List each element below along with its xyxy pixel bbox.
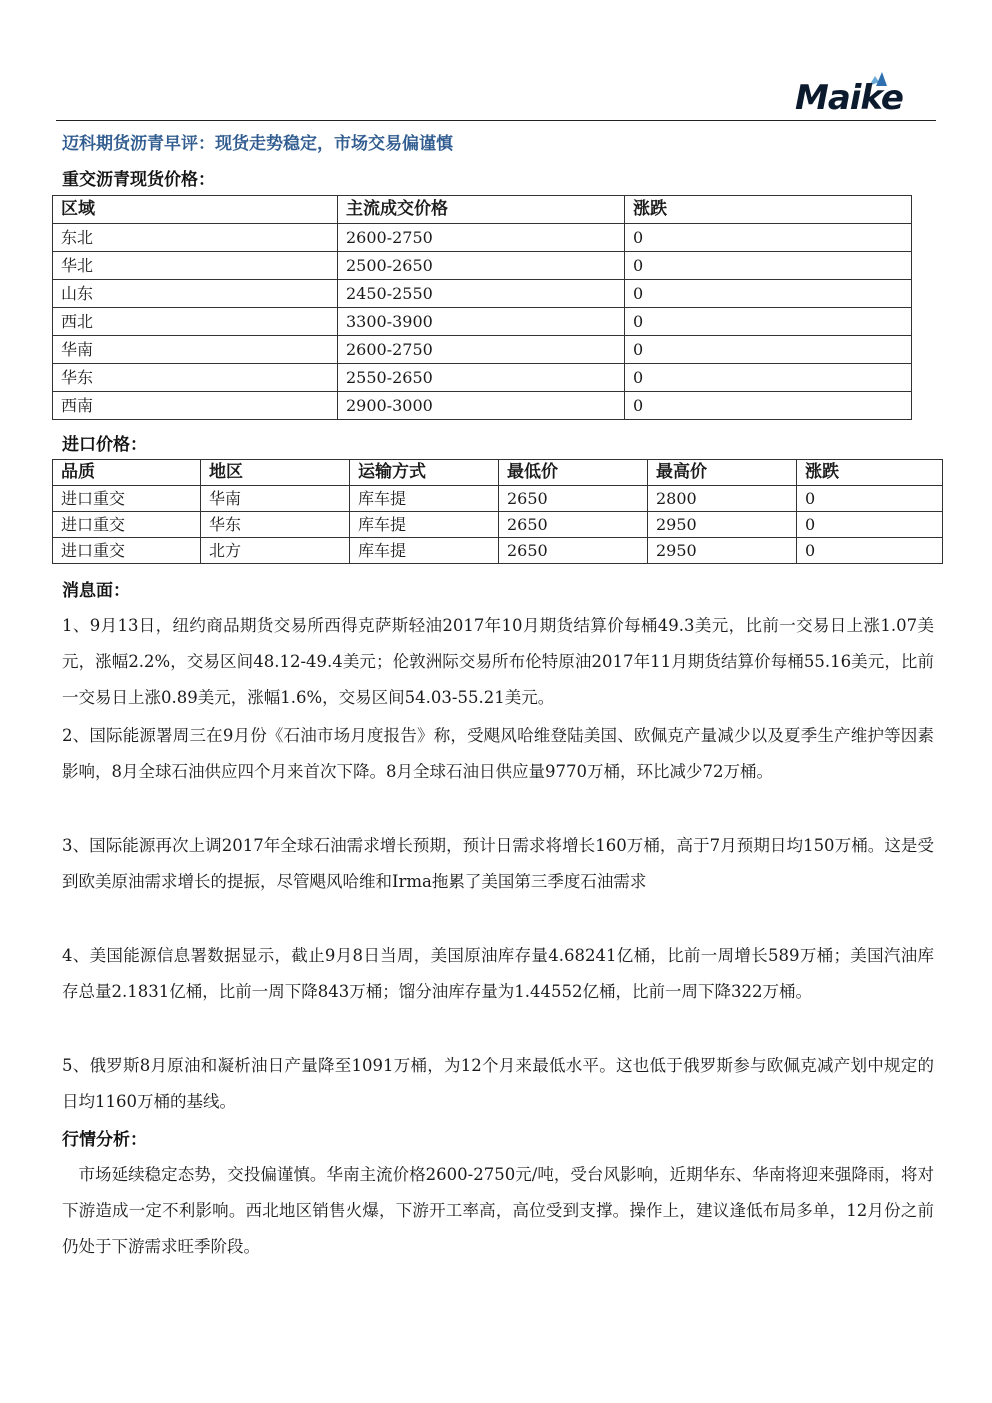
import-price-label: 进口价格： — [62, 435, 147, 455]
change-cell: 0 — [625, 336, 912, 364]
change-cell: 0 — [625, 252, 912, 280]
price-cell: 2600-2750 — [338, 224, 625, 252]
region-cell: 华北 — [53, 252, 338, 280]
region-cell: 东北 — [53, 224, 338, 252]
change-cell: 0 — [625, 224, 912, 252]
table-row — [53, 224, 912, 252]
region-cell: 西北 — [53, 308, 338, 336]
price-cell: 2550-2650 — [338, 364, 625, 392]
table-header-row — [53, 196, 912, 224]
table-row — [53, 486, 943, 512]
analysis-label: 行情分析： — [62, 1130, 147, 1150]
table-row — [53, 392, 912, 420]
change-cell: 0 — [797, 538, 943, 564]
quality-cell: 进口重交 — [53, 486, 201, 512]
price-cell: 2500-2650 — [338, 252, 625, 280]
change-cell: 0 — [797, 512, 943, 538]
area-cell: 北方 — [201, 538, 350, 564]
change-cell: 0 — [625, 308, 912, 336]
header-cell: 涨跌 — [625, 196, 912, 224]
news-item-5: 5、俄罗斯8月原油和凝析油日产量降至1091万桶，为12个月来最低水平。这也低于俄罗斯参与欧佩克减产划中规定的日均1160万桶的基线。 — [62, 1056, 934, 1111]
header-cell: 品质 — [53, 460, 201, 486]
logo-text: Maike — [795, 78, 903, 118]
spot-price-table — [52, 195, 912, 420]
header-cell: 涨跌 — [797, 460, 943, 486]
table-row — [53, 538, 943, 564]
transport-cell: 库车提 — [350, 538, 499, 564]
news-item-1: 1、9月13日，纽约商品期货交易所西得克萨斯轻油2017年10月期货结算价每桶49.3美元，比前一交易日上涨1.07美元，涨幅2.2%，交易区间48.12-49.4美元；伦敦洲际交易所布伦特原油2017年11月期货结算价每桶55.16美元，比前一交易日上涨0.89美元，涨幅1.6%，交易区间54.03-55.21美元。 — [62, 616, 934, 707]
header-cell: 地区 — [201, 460, 350, 486]
area-cell: 华南 — [201, 486, 350, 512]
header-cell: 主流成交价格 — [338, 196, 625, 224]
price-cell: 2450-2550 — [338, 280, 625, 308]
change-cell: 0 — [625, 364, 912, 392]
table-header-row — [53, 460, 943, 486]
region-cell: 西南 — [53, 392, 338, 420]
max-price-cell: 2800 — [648, 486, 797, 512]
quality-cell: 进口重交 — [53, 538, 201, 564]
page-title: 迈科期货沥青早评：现货走势稳定，市场交易偏谨慎 — [62, 134, 453, 154]
region-cell: 华南 — [53, 336, 338, 364]
min-price-cell: 2650 — [499, 512, 648, 538]
max-price-cell: 2950 — [648, 512, 797, 538]
min-price-cell: 2650 — [499, 486, 648, 512]
header-cell: 最低价 — [499, 460, 648, 486]
quality-cell: 进口重交 — [53, 512, 201, 538]
table-row — [53, 280, 912, 308]
news-item-4: 4、美国能源信息署数据显示，截止9月8日当周，美国原油库存量4.68241亿桶，比前一周增长589万桶；美国汽油库存总量2.1831亿桶，比前一周下降843万桶；馏分油库存量为1.44552亿桶，比前一周下降322万桶。 — [62, 946, 934, 1001]
price-cell: 2900-3000 — [338, 392, 625, 420]
table-row — [53, 336, 912, 364]
import-price-table — [52, 459, 943, 564]
change-cell: 0 — [625, 280, 912, 308]
header-cell: 运输方式 — [350, 460, 499, 486]
table-row — [53, 512, 943, 538]
spot-price-label: 重交沥青现货价格： — [62, 170, 215, 190]
news-item-3: 3、国际能源再次上调2017年全球石油需求增长预期，预计日需求将增长160万桶，高于7月预期日均150万桶。这是受到欧美原油需求增长的提振，尽管飓风哈维和Irma拖累了美国第三季度石油需求 — [62, 836, 934, 891]
header-cell: 区域 — [53, 196, 338, 224]
min-price-cell: 2650 — [499, 538, 648, 564]
table-row — [53, 364, 912, 392]
news-label: 消息面： — [62, 581, 130, 601]
transport-cell: 库车提 — [350, 512, 499, 538]
change-cell: 0 — [625, 392, 912, 420]
header-rule — [56, 120, 936, 121]
price-cell: 2600-2750 — [338, 336, 625, 364]
header-cell: 最高价 — [648, 460, 797, 486]
transport-cell: 库车提 — [350, 486, 499, 512]
table-row — [53, 252, 912, 280]
region-cell: 华东 — [53, 364, 338, 392]
area-cell: 华东 — [201, 512, 350, 538]
maike-logo — [795, 72, 935, 118]
max-price-cell: 2950 — [648, 538, 797, 564]
news-item-2: 2、国际能源署周三在9月份《石油市场月度报告》称，受飓风哈维登陆美国、欧佩克产量减少以及夏季生产维护等因素影响，8月全球石油供应四个月来首次下降。8月全球石油日供应量9770万桶，环比减少72万桶。 — [62, 726, 934, 781]
change-cell: 0 — [797, 486, 943, 512]
region-cell: 山东 — [53, 280, 338, 308]
analysis-text: 市场延续稳定态势，交投偏谨慎。华南主流价格2600-2750元/吨，受台风影响，近期华东、华南将迎来强降雨，将对下游造成一定不利影响。西北地区销售火爆，下游开工率高，高位受到支撑。操作上，建议逢低布局多单，12月份之前仍处于下游需求旺季阶段。 — [62, 1165, 934, 1256]
table-row — [53, 308, 912, 336]
price-cell: 3300-3900 — [338, 308, 625, 336]
